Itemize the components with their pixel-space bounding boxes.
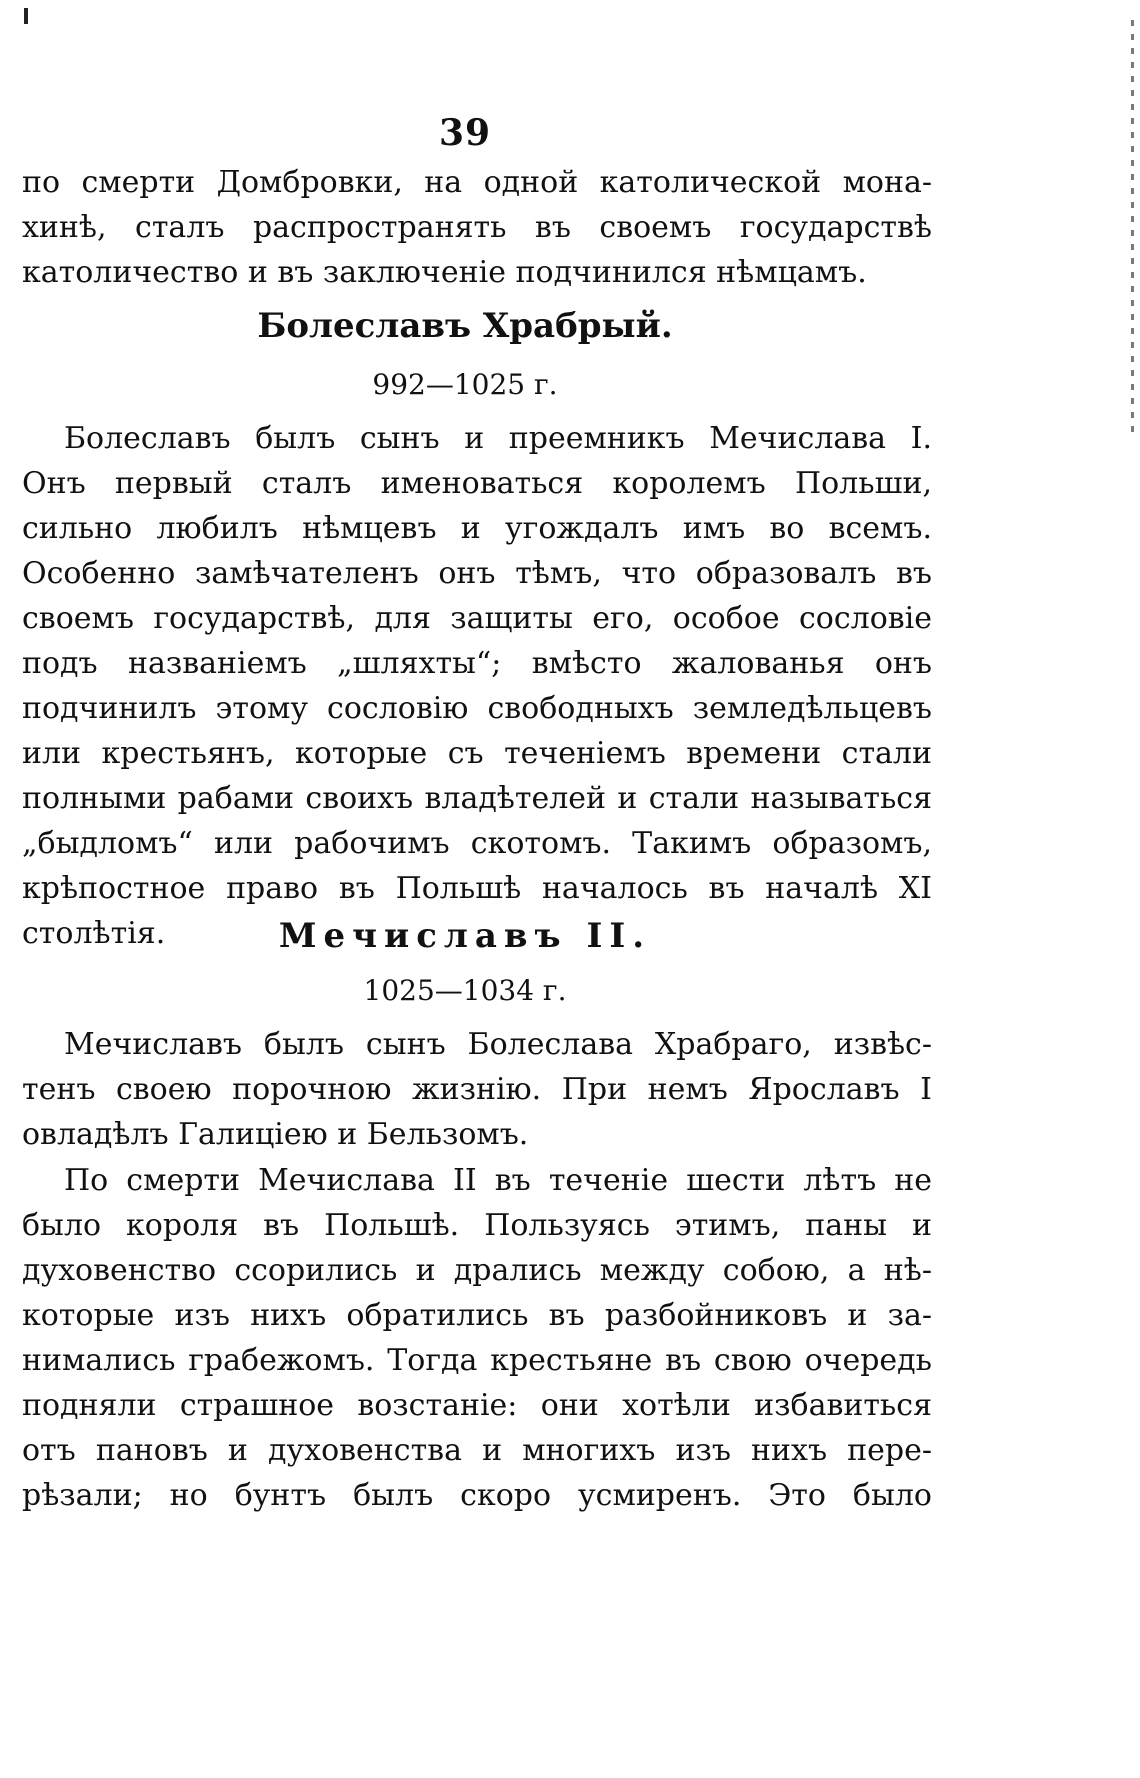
text-line: хинѣ, сталъ распространять въ своемъ государствѣ [22,210,932,245]
text-line: католичество и въ заключеніе подчинился нѣмцамъ. [22,255,867,290]
text-line: подъ названіемъ „шляхты“; вмѣсто жалованья онъ [22,646,932,681]
text-line: крѣпостное право въ Польшѣ началось въ началѣ XI [22,871,932,906]
text-line: сильно любилъ нѣмцевъ и угождалъ имъ во всемъ. [22,511,932,546]
section-dates-boleslav: 992—1025 г. [372,368,558,401]
text-line: духовенство ссорились и дрались между собою, а нѣ- [22,1253,932,1288]
boleslav-paragraph [22,416,932,956]
text-line: подчинилъ этому сословію свободныхъ земледѣльцевъ [22,691,932,726]
text-line: было короля въ Польшѣ. Пользуясь этимъ, паны и [22,1208,932,1243]
scan-mark [24,8,28,24]
text-line: „быдломъ“ или рабочимъ скотомъ. Такимъ образомъ, [22,826,932,861]
text-line: Мечиславъ былъ сынъ Болеслава Храбраго, извѣс- [64,1027,932,1062]
text-line: своемъ государствѣ, для защиты его, особое сословіе [22,601,932,636]
text-line: Онъ первый сталъ именоваться королемъ Польши, [22,466,932,501]
scan-edge-mark [1131,20,1134,440]
page-number: 39 [438,112,492,154]
mieczyslaw-paragraph-2 [22,1158,932,1518]
text-line: овладѣлъ Галиціею и Бельзомъ. [22,1117,529,1152]
text-line: Болеславъ былъ сынъ и преемникъ Мечислава I. [64,421,932,456]
section-dates-mieczyslaw: 1025—1034 г. [363,974,567,1007]
text-line: полными рабами своихъ владѣтелей и стали называться [22,781,932,816]
section-heading-boleslav: Болеславъ Храбрый. [257,306,673,346]
intro-paragraph [22,160,932,295]
mieczyslaw-paragraph-1 [22,1022,932,1157]
text-line: рѣзали; но бунтъ былъ скоро усмиренъ. Это было [22,1478,932,1513]
text-line: нимались грабежомъ. Тогда крестьяне въ свою очередь [22,1343,932,1378]
text-line: Особенно замѣчателенъ онъ тѣмъ, что образовалъ въ [22,556,932,591]
text-line: столѣтія. [22,916,166,951]
text-line: по смерти Домбровки, на одной католической мона- [22,165,932,200]
text-line: По смерти Мечислава II въ теченіе шести лѣтъ не [64,1163,932,1198]
text-line: отъ пановъ и духовенства и многихъ изъ нихъ пере- [22,1433,932,1468]
text-line: тенъ своею порочною жизнію. При немъ Ярославъ I [22,1072,932,1107]
text-line: которые изъ нихъ обратились въ разбойниковъ и за- [22,1298,932,1333]
text-line: подняли страшное возстаніе: они хотѣли избавиться [22,1388,932,1423]
section-heading-mieczyslaw: Мечиславъ II. [278,916,652,956]
text-line: или крестьянъ, которые съ теченіемъ времени стали [22,736,932,771]
